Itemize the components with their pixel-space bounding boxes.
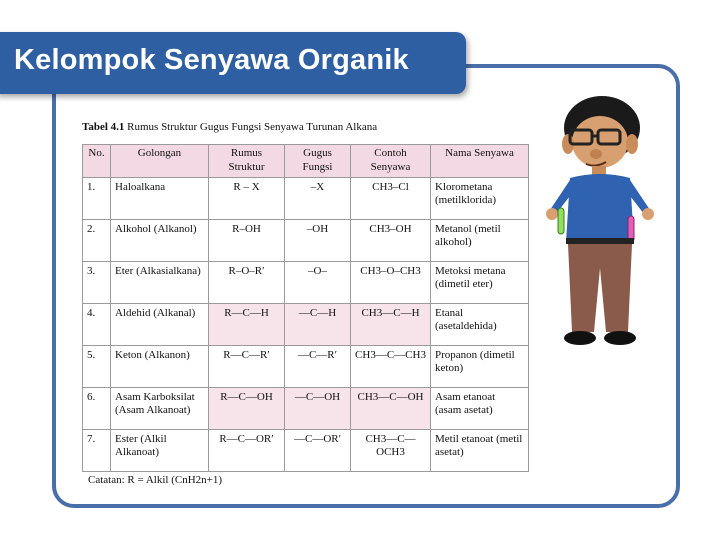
cell-golongan: Keton (Alkanon) [111, 345, 209, 387]
cell-golongan: Asam Karboksilat (Asam Alkanoat) [111, 387, 209, 429]
cell-contoh: CH3—C—OH [351, 387, 431, 429]
cell-nama: Asam etanoat (asam asetat) [431, 387, 529, 429]
cell-gugus: –X [285, 177, 351, 219]
cell-golongan: Alkohol (Alkanol) [111, 219, 209, 261]
cell-rumus: R–OH [209, 219, 285, 261]
cell-nama: Metil etanoat (metil asetat) [431, 429, 529, 471]
cell-no: 4. [83, 303, 111, 345]
cell-no: 7. [83, 429, 111, 471]
cell-no: 6. [83, 387, 111, 429]
cell-nama: Klorometana (metilklorida) [431, 177, 529, 219]
table-row [83, 345, 529, 387]
cell-golongan: Haloalkana [111, 177, 209, 219]
scientist-character-illustration [540, 92, 660, 352]
table-row [83, 261, 529, 303]
cell-contoh: CH3—C—CH3 [351, 345, 431, 387]
cell-gugus: –OH [285, 219, 351, 261]
cell-gugus: —C—H [285, 303, 351, 345]
cell-nama: Metanol (metil alkohol) [431, 219, 529, 261]
header-golongan: Golongan [111, 145, 209, 178]
cell-contoh: CH3–OH [351, 219, 431, 261]
cell-contoh: CH3—C—OCH3 [351, 429, 431, 471]
cell-no: 1. [83, 177, 111, 219]
table-row [83, 303, 529, 345]
cell-golongan: Aldehid (Alkanal) [111, 303, 209, 345]
table-row [83, 387, 529, 429]
cell-gugus: —C—OH [285, 387, 351, 429]
header-nama: Nama Senyawa [431, 145, 529, 178]
cell-golongan: Eter (Alkasialkana) [111, 261, 209, 303]
cell-rumus: R—C—OH [209, 387, 285, 429]
slide-title: Kelompok Senyawa Organik [14, 44, 409, 76]
title-banner [0, 32, 466, 94]
cell-gugus: –O– [285, 261, 351, 303]
table-row [83, 429, 529, 471]
table-caption [82, 121, 377, 133]
table-row [83, 177, 529, 219]
cell-rumus: R—C—H [209, 303, 285, 345]
cell-nama: Propanon (dimetil keton) [431, 345, 529, 387]
caption-label: Tabel 4.1 [82, 121, 125, 133]
cell-nama: Etanal (asetaldehida) [431, 303, 529, 345]
header-no: No. [83, 145, 111, 178]
cell-rumus: R – X [209, 177, 285, 219]
cell-contoh: CH3–Cl [351, 177, 431, 219]
table-header-row [83, 145, 529, 178]
caption-text: Rumus Struktur Gugus Fungsi Senyawa Turunan Alkana [127, 121, 378, 133]
cell-golongan: Ester (Alkil Alkanoat) [111, 429, 209, 471]
functional-group-table [82, 144, 529, 472]
cell-gugus: —C—OR′ [285, 429, 351, 471]
cell-rumus: R—C—R′ [209, 345, 285, 387]
cell-rumus: R—C—OR′ [209, 429, 285, 471]
header-gugus: Gugus Fungsi [285, 145, 351, 178]
cell-no: 5. [83, 345, 111, 387]
cell-nama: Metoksi metana (dimetil eter) [431, 261, 529, 303]
cell-no: 3. [83, 261, 111, 303]
cell-no: 2. [83, 219, 111, 261]
cell-gugus: —C—R′ [285, 345, 351, 387]
table-note: Catatan: R = Alkil (CnH2n+1) [88, 474, 223, 486]
table-row [83, 219, 529, 261]
cell-contoh: CH3–O–CH3 [351, 261, 431, 303]
cell-rumus: R–O–R′ [209, 261, 285, 303]
cell-contoh: CH3—C—H [351, 303, 431, 345]
header-rumus: Rumus Struktur [209, 145, 285, 178]
header-contoh: Contoh Senyawa [351, 145, 431, 178]
